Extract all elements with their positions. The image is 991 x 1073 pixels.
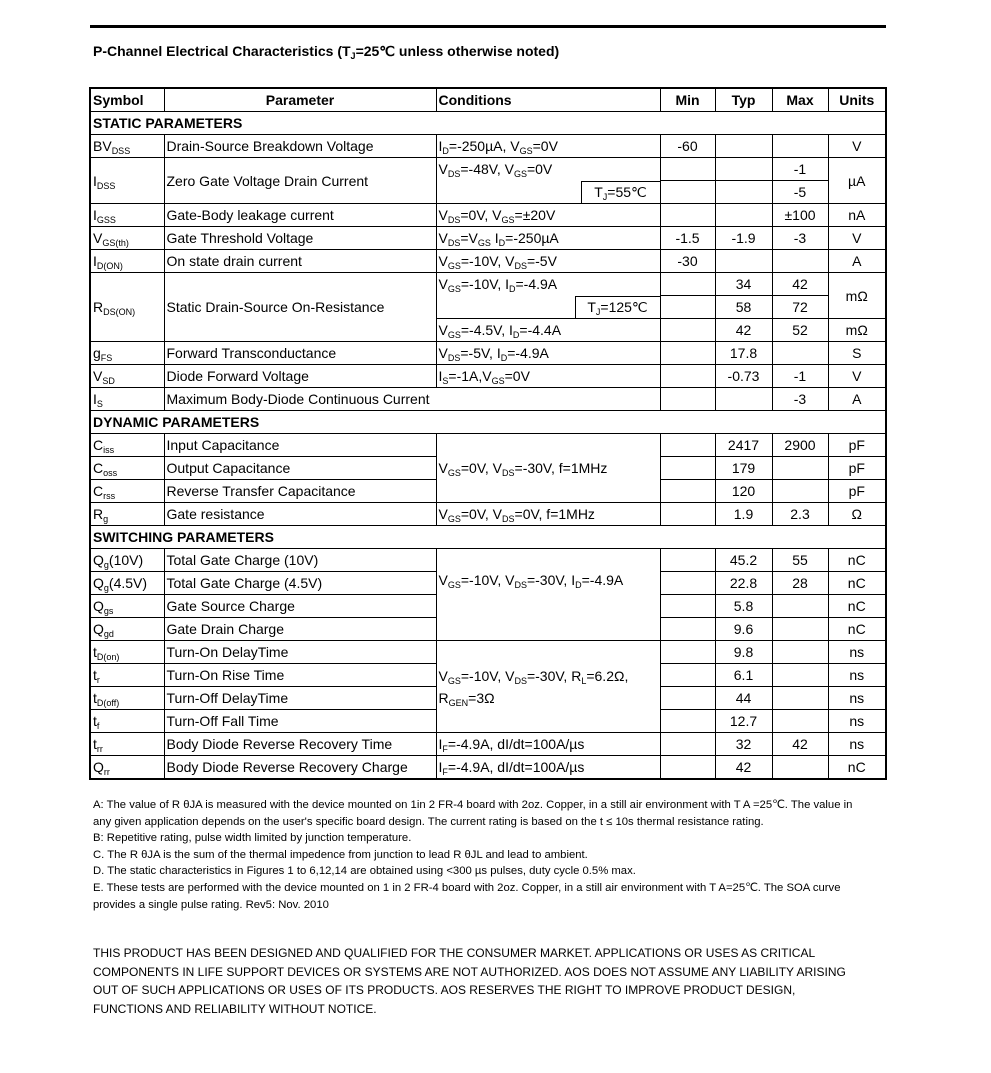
col-parameter: Parameter [164,88,436,112]
parameter-cell: Reverse Transfer Capacitance [164,480,436,503]
symbol-cell: $g_{FS}$ [90,342,164,365]
section-static: STATIC PARAMETERS [90,112,886,135]
unit-cell: A [828,388,886,411]
conditions-cell: $T_J=55℃$ [436,181,660,204]
symbol-cell: $V_{SD}$ [90,365,164,388]
unit-cell: pF [828,434,886,457]
min-cell: -30 [660,250,715,273]
unit-cell: nA [828,204,886,227]
min-cell [660,319,715,342]
parameter-cell: Turn-On Rise Time [164,664,436,687]
table-row [90,503,886,526]
symbol-cell: $t_{D(off)}$ [90,687,164,710]
unit-cell: nC [828,595,886,618]
col-min: Min [660,88,715,112]
typ-cell [715,135,772,158]
legal-line: OUT OF SUCH APPLICATIONS OR USES OF ITS PRODUCTS. AOS RESERVES THE RIGHT TO IMPROVE PRODUCT DESIGN, [93,983,796,997]
typ-cell: 42 [715,319,772,342]
typ-cell: 34 [715,273,772,296]
min-cell [660,664,715,687]
parameter-cell: On state drain current [164,250,436,273]
typ-cell: 5.8 [715,595,772,618]
footnote-e: E. These tests are performed with the device mounted on 1 in 2 FR-4 board with 2oz. Copper, in a still air environment with T A=25℃. The SOA curve provides a single pulse rating. Rev5: Nov. 2010 [93,881,841,911]
table-row [90,434,886,457]
typ-cell: 9.6 [715,618,772,641]
max-cell: -1 [772,158,828,181]
conditions-cell: $V_{DS}=0V$, $V_{GS}=\pm 20V$ [436,204,660,227]
min-cell [660,388,715,411]
max-cell: 42 [772,733,828,756]
parameter-cell: Gate Threshold Voltage [164,227,436,250]
conditions-cell: $V_{DS}=V_{GS}$ $I_D=-250\mu A$ [436,227,660,250]
symbol-cell: $I_{DSS}$ [90,158,164,204]
parameter-cell: Body Diode Reverse Recovery Time [164,733,436,756]
unit-cell: V [828,135,886,158]
unit-cell: nC [828,618,886,641]
header-row [90,88,886,112]
parameter-cell: Gate resistance [164,503,436,526]
conditions-cell: $V_{GS}=0V$, $V_{DS}=-30V$, f=1MHz [436,434,660,503]
col-conditions: Conditions [436,88,660,112]
conditions-cell: $I_F=-4.9A$, dI/dt=100A/µs [436,733,660,756]
min-cell [660,273,715,296]
parameter-cell: Gate Drain Charge [164,618,436,641]
symbol-cell: $t_{D(on)}$ [90,641,164,664]
conditions-cell: $I_F=-4.9A$, dI/dt=100A/µs [436,756,660,780]
unit-cell: Ω [828,503,886,526]
typ-cell [715,388,772,411]
conditions-cell: $V_{GS}=-4.5V$, $I_D=-4.4A$ [436,319,660,342]
symbol-cell: $R_{DS(ON)}$ [90,273,164,342]
min-cell [660,296,715,319]
typ-cell: 2417 [715,434,772,457]
parameter-cell: Diode Forward Voltage [164,365,436,388]
col-max: Max [772,88,828,112]
table-row [90,158,886,181]
min-cell [660,204,715,227]
footnote-d: D. The static characteristics in Figures 1 to 6,12,14 are obtained using <300 µs pulses, duty cycle 0.5% max. [93,865,636,878]
col-symbol: Symbol [90,88,164,112]
unit-cell: ns [828,687,886,710]
max-cell [772,342,828,365]
col-units: Units [828,88,886,112]
typ-cell: 44 [715,687,772,710]
max-cell [772,641,828,664]
header-rule [90,25,886,28]
typ-cell: 1.9 [715,503,772,526]
symbol-cell: $BV_{DSS}$ [90,135,164,158]
min-cell [660,641,715,664]
conditions-cell: $I_S=-1A,V_{GS}=0V$ [436,365,660,388]
table-title: P-Channel Electrical Characteristics ($T_J=25℃$ unless otherwise noted) [93,43,560,61]
typ-cell: 12.7 [715,710,772,733]
min-cell [660,595,715,618]
max-cell: 28 [772,572,828,595]
typ-cell: 179 [715,457,772,480]
unit-cell: nC [828,572,886,595]
section-dynamic: DYNAMIC PARAMETERS [90,411,886,434]
parameter-cell: Body Diode Reverse Recovery Charge [164,756,436,780]
min-cell [660,365,715,388]
unit-cell: ns [828,641,886,664]
min-cell [660,687,715,710]
table-row [90,733,886,756]
max-cell [772,457,828,480]
symbol-cell: $Q_g(4.5V)$ [90,572,164,595]
min-cell [660,181,715,204]
min-cell [660,710,715,733]
unit-cell: ns [828,664,886,687]
parameter-cell: Static Drain-Source On-Resistance [164,273,436,342]
table-row [90,250,886,273]
max-cell [772,618,828,641]
max-cell: 52 [772,319,828,342]
symbol-cell: $C_{iss}$ [90,434,164,457]
min-cell [660,158,715,181]
conditions-cell: $V_{GS}=-10V$, $V_{DS}=-30V$, $R_L=6.2\Omega$, $R_{GEN}=3\Omega$ [436,641,660,733]
parameter-cell: Turn-Off DelayTime [164,687,436,710]
min-cell: -60 [660,135,715,158]
table-row [90,204,886,227]
typ-cell: 17.8 [715,342,772,365]
symbol-cell: $Q_g(10V)$ [90,549,164,572]
typ-cell [715,204,772,227]
footnote-b: B: Repetitive rating, pulse width limited by junction temperature. [93,832,412,845]
unit-cell: nC [828,756,886,780]
symbol-cell: $V_{GS(th)}$ [90,227,164,250]
parameter-cell: Turn-On DelayTime [164,641,436,664]
parameter-cell: Forward Transconductance [164,342,436,365]
min-cell [660,618,715,641]
typ-cell: 32 [715,733,772,756]
legal-line: COMPONENTS IN LIFE SUPPORT DEVICES OR SYSTEMS ARE NOT AUTHORIZED. AOS DOES NOT ASSUME ANY LIABILITY ARISING [93,964,846,979]
max-cell: ±100 [772,204,828,227]
table-row [90,273,886,296]
typ-cell: 45.2 [715,549,772,572]
unit-cell: pF [828,457,886,480]
parameter-cell: Turn-Off Fall Time [164,710,436,733]
max-cell [772,480,828,503]
min-cell [660,549,715,572]
max-cell [772,756,828,780]
footnote-c: C. The R θJA is the sum of the thermal impedence from junction to lead R θJL and lead to ambient. [93,848,588,861]
symbol-cell: $Q_{rr}$ [90,756,164,780]
conditions-cell: $V_{GS}=-10V$, $I_D=-4.9A$ [436,273,660,296]
max-cell: 2.3 [772,503,828,526]
symbol-cell: $I_{GSS}$ [90,204,164,227]
max-cell [772,664,828,687]
table-row [90,549,886,572]
max-cell [772,595,828,618]
max-cell: -5 [772,181,828,204]
symbol-cell: $Q_{gd}$ [90,618,164,641]
min-cell [660,572,715,595]
typ-cell: 6.1 [715,664,772,687]
symbol-cell: $t_{rr}$ [90,733,164,756]
parameter-cell: Total Gate Charge (4.5V) [164,572,436,595]
typ-cell: 9.8 [715,641,772,664]
max-cell: 42 [772,273,828,296]
section-switching: SWITCHING PARAMETERS [90,526,886,549]
max-cell: -3 [772,388,828,411]
max-cell: -1 [772,365,828,388]
table-row [90,756,886,780]
legal-disclaimer [93,944,893,1018]
typ-cell: -0.73 [715,365,772,388]
max-cell [772,250,828,273]
col-typ: Typ [715,88,772,112]
table-row [90,388,886,411]
table-row [90,227,886,250]
typ-cell: 58 [715,296,772,319]
unit-cell: A [828,250,886,273]
unit-cell: pF [828,480,886,503]
symbol-cell: $Q_{gs}$ [90,595,164,618]
conditions-cell: $V_{DS}=-5V$, $I_D=-4.9A$ [436,342,660,365]
legal-line: FUNCTIONS AND RELIABILITY WITHOUT NOTICE. [93,1001,377,1016]
max-cell: 2900 [772,434,828,457]
parameter-cell: Drain-Source Breakdown Voltage [164,135,436,158]
min-cell [660,480,715,503]
parameter-cell: Output Capacitance [164,457,436,480]
symbol-cell: $I_{D(ON)}$ [90,250,164,273]
typ-cell: 120 [715,480,772,503]
unit-cell: mΩ [828,273,886,319]
unit-cell: nC [828,549,886,572]
conditions-cell: $I_D=-250\mu A$, $V_{GS}=0V$ [436,135,660,158]
footnotes [93,797,863,913]
max-cell [772,687,828,710]
footnote-a: A: The value of R θJA is measured with the device mounted on 1in 2 FR-4 board with 2oz. Copper, in a still air environment with T A =25℃. The value in any given application depends on the user's specific board design. The current rating is based on the t ≤ 10s thermal resistance rating. [93,799,853,828]
unit-cell: mΩ [828,319,886,342]
parameter-cell: Maximum Body-Diode Continuous Current [164,388,660,411]
min-cell [660,733,715,756]
min-cell: -1.5 [660,227,715,250]
unit-cell: ns [828,733,886,756]
electrical-characteristics-table [89,87,887,780]
symbol-cell: $t_f$ [90,710,164,733]
symbol-cell: $C_{oss}$ [90,457,164,480]
symbol-cell: $R_g$ [90,503,164,526]
conditions-cell: $V_{DS}=-48V$, $V_{GS}=0V$ [436,158,660,181]
unit-cell: V [828,365,886,388]
unit-cell: ns [828,710,886,733]
min-cell [660,457,715,480]
typ-cell: 42 [715,756,772,780]
parameter-cell: Gate-Body leakage current [164,204,436,227]
unit-cell: V [828,227,886,250]
table-row [90,135,886,158]
min-cell [660,503,715,526]
unit-cell: µA [828,158,886,204]
typ-cell [715,158,772,181]
conditions-cell: $V_{GS}=-10V$, $V_{DS}=-30V$, $I_D=-4.9A$ [436,549,660,641]
symbol-cell: $C_{rss}$ [90,480,164,503]
parameter-cell: Zero Gate Voltage Drain Current [164,158,436,204]
typ-cell [715,181,772,204]
typ-cell: 22.8 [715,572,772,595]
parameter-cell: Input Capacitance [164,434,436,457]
symbol-cell: $t_r$ [90,664,164,687]
unit-cell: S [828,342,886,365]
max-cell: 55 [772,549,828,572]
max-cell [772,135,828,158]
conditions-cell: $T_J=125℃$ [436,296,660,319]
parameter-cell: Total Gate Charge (10V) [164,549,436,572]
table-row [90,342,886,365]
conditions-cell: $V_{GS}=-10V$, $V_{DS}=-5V$ [436,250,660,273]
table-row [90,365,886,388]
parameter-cell: Gate Source Charge [164,595,436,618]
symbol-cell: $I_S$ [90,388,164,411]
max-cell: -3 [772,227,828,250]
typ-cell [715,250,772,273]
max-cell: 72 [772,296,828,319]
table-row [90,641,886,664]
max-cell [772,710,828,733]
legal-line: THIS PRODUCT HAS BEEN DESIGNED AND QUALIFIED FOR THE CONSUMER MARKET. APPLICATIONS OR USES AS CRITICAL [93,946,816,960]
min-cell [660,434,715,457]
typ-cell: -1.9 [715,227,772,250]
min-cell [660,342,715,365]
conditions-cell: $V_{GS}=0V$, $V_{DS}=0V$, f=1MHz [436,503,660,526]
min-cell [660,756,715,780]
